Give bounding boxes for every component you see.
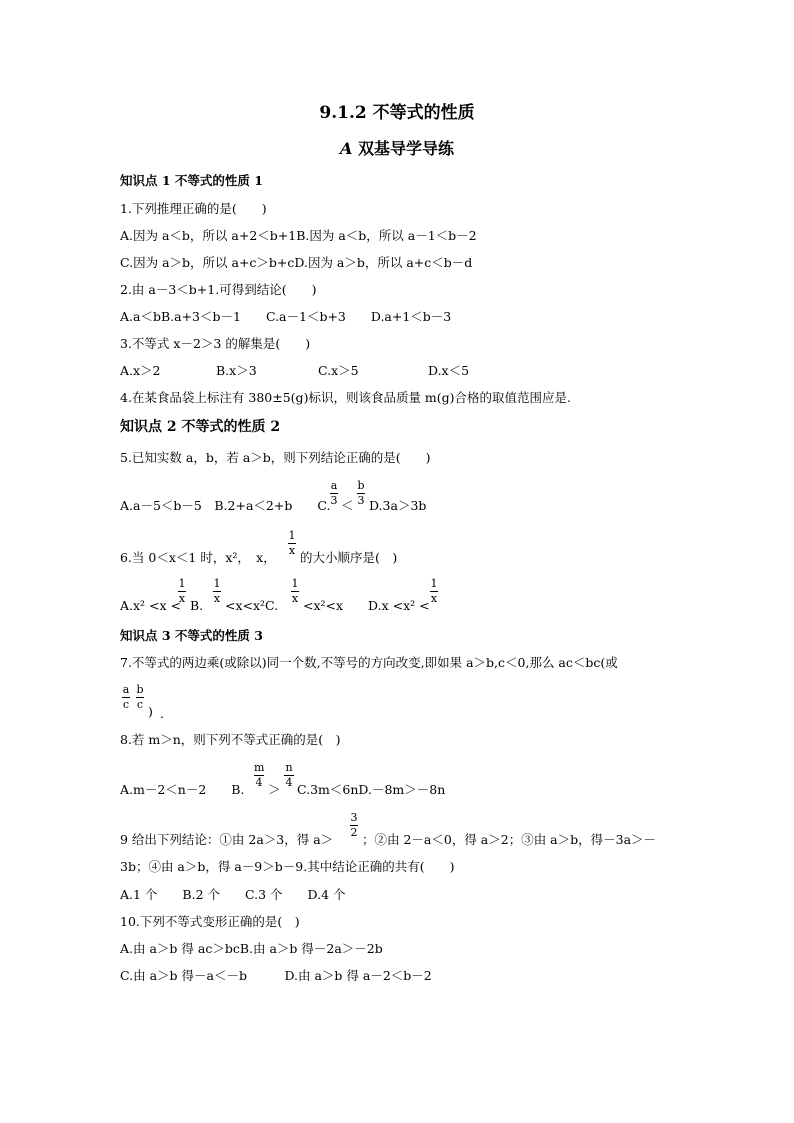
question-3-option-c: C.x＞5 xyxy=(318,363,359,378)
fraction-1-over-x xyxy=(178,578,186,605)
question-9-line-1a: 9 给出下列结论：①由 2a＞3，得 a＞ xyxy=(120,832,334,847)
question-6-prefix: 6.当 0＜x＜1 时，x²， x， xyxy=(120,550,276,565)
question-6-option-b-label: B. xyxy=(190,598,204,613)
question-6-suffix: 的大小顺序是( ) xyxy=(300,550,398,565)
fraction-1-over-x xyxy=(291,578,299,605)
question-8: 8.若 m＞n，则下列不等式正确的是( ) xyxy=(120,732,341,747)
fraction-numerator: 1 xyxy=(291,577,299,590)
question-5-options-abc: A.a－5＜b－5 B.2+a＜2+b C. xyxy=(120,498,331,513)
question-7-close-paren: ) xyxy=(148,704,153,719)
fraction-numerator: a xyxy=(122,683,130,696)
page-subtitle xyxy=(0,136,794,159)
question-7-period: . xyxy=(160,706,164,721)
question-9-options: A.1 个 B.2 个 C.3 个 D.4 个 xyxy=(120,887,346,902)
question-10: 10.下列不等式变形正确的是( ) xyxy=(120,914,300,929)
fraction-numerator: 1 xyxy=(288,529,296,542)
section-heading-2: 知识点 2 不等式的性质 2 xyxy=(120,419,281,435)
question-9-line-2: 3b；④由 a＞b，得 a－9＞b－9.其中结论正确的共有( ) xyxy=(120,859,455,874)
question-1-options-cd: C.因为 a＞b，所以 a+c＞b+cD.因为 a＞b，所以 a+c＜b－d xyxy=(120,255,473,270)
fraction-denominator: c xyxy=(122,698,130,711)
question-5: 5.已知实数 a，b，若 a＞b，则下列结论正确的是( ) xyxy=(120,450,431,465)
fraction-a-over-c xyxy=(122,684,130,711)
fraction-numerator: n xyxy=(285,761,293,774)
fraction-denominator: x xyxy=(430,592,438,605)
fraction-numerator: 1 xyxy=(430,577,438,590)
subtitle-letter: A xyxy=(340,139,353,158)
question-10-options-ab: A.由 a＞b 得 ac＞bcB.由 a＞b 得－2a＞－2b xyxy=(120,941,383,956)
section-heading-3: 知识点 3 不等式的性质 3 xyxy=(120,628,263,643)
question-6-option-b-rest: <x<x²C. xyxy=(225,598,279,613)
fraction-denominator: c xyxy=(136,698,144,711)
question-3: 3.不等式 x－2＞3 的解集是( ) xyxy=(120,336,311,351)
question-10-options-cd: C.由 a＞b 得－a＜－b D.由 a＞b 得 a－2＜b－2 xyxy=(120,968,432,983)
fraction-m-over-4 xyxy=(254,762,264,789)
question-1-options-ab: A.因为 a＜b，所以 a+2＜b+1B.因为 a＜b，所以 a－1＜b－2 xyxy=(120,228,477,243)
question-1: 1.下列推理正确的是( ) xyxy=(120,201,267,216)
fraction-denominator: x xyxy=(288,544,296,557)
question-8-options-cd: C.3m＜6nD.－8m＞－8n xyxy=(297,782,446,797)
question-4: 4.在某食品袋上标注有 380±5(g)标识，则该食品质量 m(g)合格的取值范围应是. xyxy=(120,390,571,405)
greater-than-sign: ＞ xyxy=(268,782,281,797)
fraction-a-over-3 xyxy=(330,480,338,507)
question-3-option-a: A.x＞2 xyxy=(120,363,161,378)
subtitle-text: 双基导学导练 xyxy=(352,139,454,158)
fraction-1-over-x xyxy=(288,530,296,557)
question-2-options: A.a＜bB.a+3＜b－1 C.a－1＜b+3 D.a+1＜b－3 xyxy=(120,309,452,324)
less-than-sign: ＜ xyxy=(341,498,354,513)
fraction-denominator: 3 xyxy=(330,494,338,507)
fraction-1-over-x xyxy=(213,578,221,605)
question-5-option-d: D.3a＞3b xyxy=(369,498,427,513)
question-8-options-ab: A.m－2＜n－2 B. xyxy=(120,782,245,797)
fraction-numerator: 1 xyxy=(213,577,221,590)
fraction-denominator: x xyxy=(213,592,221,605)
fraction-n-over-4 xyxy=(284,762,294,789)
fraction-numerator: b xyxy=(136,683,144,696)
fraction-b-over-c xyxy=(136,684,144,711)
fraction-denominator: x xyxy=(291,592,299,605)
fraction-numerator: m xyxy=(254,761,265,774)
fraction-denominator: 4 xyxy=(285,776,293,789)
page-title: 9.1.2 不等式的性质 xyxy=(319,103,475,123)
fraction-denominator: 4 xyxy=(255,776,263,789)
question-3-option-b: B.x＞3 xyxy=(216,363,257,378)
fraction-numerator: 1 xyxy=(178,577,186,590)
fraction-b-over-3 xyxy=(357,480,365,507)
question-7-line-1: 7.不等式的两边乘(或除以)同一个数,不等号的方向改变,即如果 a＞b,c＜0,那么 ac＜bc(或 xyxy=(120,655,618,670)
fraction-3-over-2 xyxy=(350,812,358,839)
question-6-option-c-d: <x²<x D.x <x² < xyxy=(303,598,430,613)
fraction-denominator: 3 xyxy=(357,494,365,507)
section-heading-1: 知识点 1 不等式的性质 1 xyxy=(120,173,263,188)
fraction-denominator: x xyxy=(178,592,186,605)
question-6-option-a: A.x² <x < xyxy=(120,598,182,613)
fraction-numerator: a xyxy=(330,479,338,492)
fraction-numerator: 3 xyxy=(350,811,358,824)
fraction-1-over-x xyxy=(430,578,438,605)
fraction-denominator: 2 xyxy=(350,826,358,839)
question-3-option-d: D.x＜5 xyxy=(428,363,470,378)
question-2: 2.由 a－3＜b+1.可得到结论( ) xyxy=(120,282,317,297)
fraction-numerator: b xyxy=(357,479,365,492)
question-9-line-1b: ；②由 2－a＜0，得 a＞2；③由 a＞b，得－3a＞－ xyxy=(362,832,657,847)
